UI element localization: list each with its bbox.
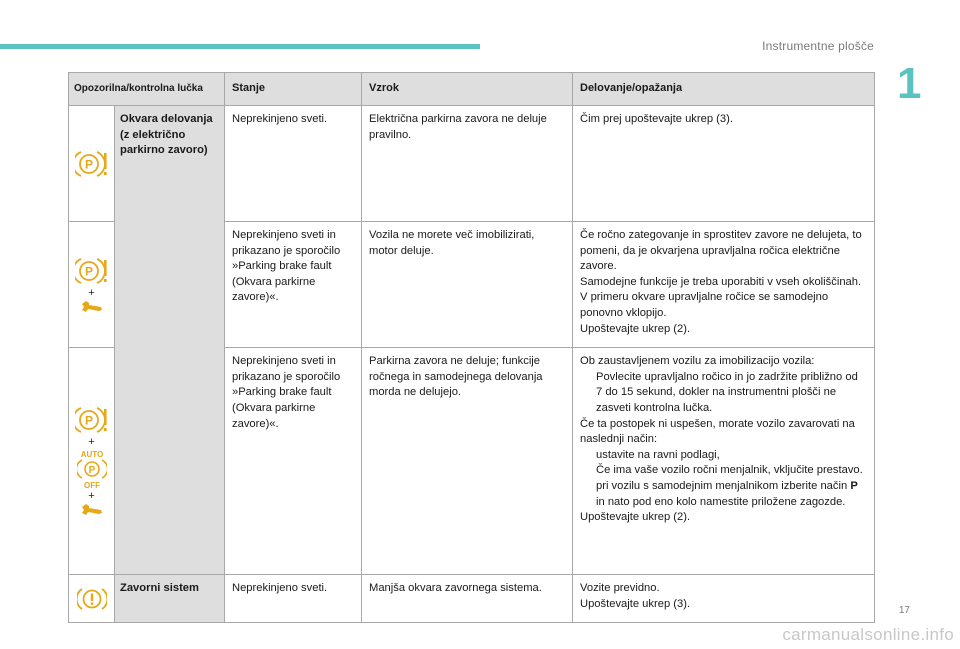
cause-cell: Vozila ne morete več imobilizirati, motor deluje. <box>362 222 573 348</box>
icon-cell <box>69 348 115 575</box>
wrench-icon <box>80 503 104 517</box>
cause-cell: Manjša okvara zavornega sistema. <box>362 575 573 623</box>
svg-text:P: P <box>84 413 93 428</box>
section-title: Instrumentne plošče <box>762 39 874 53</box>
action-bullet: pri vozilu s samodejnim menjalnikom izberite način P in nato pod eno kolo namestite priložene zagozde. <box>596 479 858 508</box>
column-header-light: Opozorilna/kontrolna lučka <box>69 73 225 106</box>
svg-text:AUTO: AUTO <box>80 450 103 460</box>
cause-cell: Električna parkirna zavora ne deluje pravilno. <box>362 106 573 222</box>
plus-sign: + <box>88 286 95 299</box>
parking-brake-fault-icon <box>75 256 109 286</box>
action-bullet: Če ima vaše vozilo ročni menjalnik, vključite prestavo. <box>596 464 863 477</box>
table-row <box>69 106 875 222</box>
action-cell <box>573 222 875 348</box>
warning-lights-table <box>68 72 875 623</box>
action-text: Samodejne funkcije je treba uporabiti v vseh okoliščinah. V primeru okvare upravljalne ročice se samodejno ponovno vklopijo. <box>580 275 862 319</box>
action-text: Čim prej upoštevajte ukrep (3). <box>580 113 733 125</box>
action-cell <box>573 106 875 222</box>
state-cell: Neprekinjeno sveti in prikazano je sporočilo »Parking brake fault (Okvara parkirne zavore)«. <box>225 348 362 575</box>
icon-cell <box>69 106 115 222</box>
action-cell <box>573 348 875 575</box>
action-text: Upoštevajte ukrep (2). <box>580 511 691 524</box>
svg-text:P: P <box>84 157 93 171</box>
parking-brake-fault-icon <box>75 405 109 435</box>
svg-text:OFF: OFF <box>83 481 100 490</box>
header-accent-bar <box>0 44 480 49</box>
svg-text:P: P <box>88 465 95 477</box>
parking-brake-fault-icon <box>75 149 109 179</box>
state-cell: Neprekinjeno sveti. <box>225 575 362 623</box>
table-row <box>69 575 875 623</box>
action-text: Vozite previdno. <box>580 582 660 595</box>
chapter-number: 1 <box>897 59 922 108</box>
column-header-action: Delovanje/opažanja <box>573 73 875 106</box>
plus-sign: + <box>88 436 95 449</box>
column-header-state: Stanje <box>225 73 362 106</box>
cause-cell: Parkirna zavora ne deluje; funkcije ročnega in samodejnega delovanja morda ne delujejo. <box>362 348 573 575</box>
group-label-parking-brake-fault: Okvara delovanja (z električno parkirno zavoro) <box>115 106 225 575</box>
icon-cell <box>69 575 115 623</box>
column-header-cause: Vzrok <box>362 73 573 106</box>
action-text: Upoštevajte ukrep (2). <box>580 322 691 335</box>
page-number: 17 <box>898 605 910 616</box>
action-text: Če ročno zategovanje in sprostitev zavore ne delujeta, to pomeni, da je okvarjena upravljalna ročica električne zavore. <box>580 229 862 273</box>
table-header-row <box>69 73 875 106</box>
svg-text:P: P <box>84 264 93 279</box>
label-brake-system: Zavorni sistem <box>115 575 225 623</box>
wrench-icon <box>80 300 104 314</box>
action-text: Upoštevajte ukrep (3). <box>580 597 691 610</box>
action-bullet: ustavite na ravni podlagi, <box>596 448 720 461</box>
action-text: Ob zaustavljenem vozilu za imobilizacijo vozila: <box>580 355 815 368</box>
brake-system-icon <box>77 585 107 613</box>
watermark: carmanualsonline.info <box>782 625 954 644</box>
auto-p-off-icon <box>77 449 107 489</box>
action-cell <box>573 575 875 623</box>
action-bullet: Povlecite upravljalno ročico in jo zadržite približno od 7 do 15 sekund, dokler na instrumentni plošči ne zasveti kontrolna lučka. <box>596 370 858 414</box>
state-cell: Neprekinjeno sveti in prikazano je sporočilo »Parking brake fault (Okvara parkirne zavore)«. <box>225 222 362 348</box>
state-cell: Neprekinjeno sveti. <box>225 106 362 222</box>
action-text: Če ta postopek ni uspešen, morate vozilo zavarovati na naslednji način: <box>580 417 855 446</box>
plus-sign: + <box>88 490 95 503</box>
icon-cell <box>69 222 115 348</box>
